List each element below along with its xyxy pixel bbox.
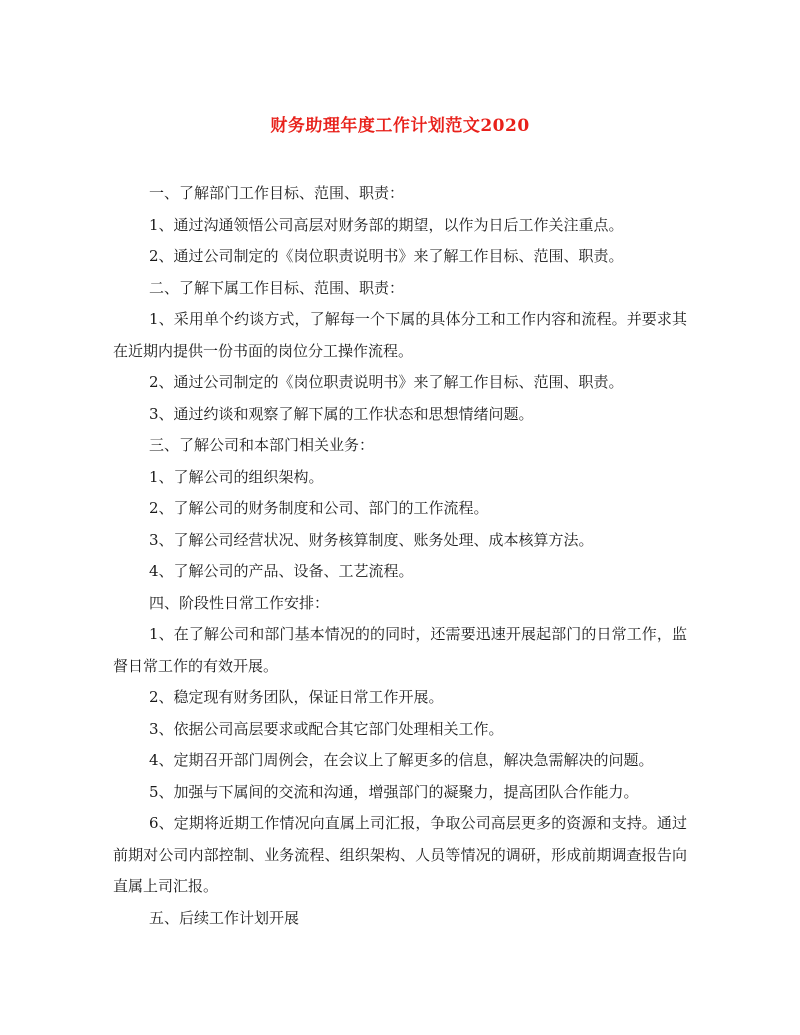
paragraph: 3、通过约谈和观察了解下属的工作状态和思想情绪问题。: [149, 404, 534, 423]
paragraph: 2、通过公司制定的《岗位职责说明书》来了解工作目标、范围、职责。: [149, 373, 624, 391]
section-heading-1: 一、了解部门工作目标、范围、职责：: [149, 184, 405, 202]
paragraph: 2、稳定现有财务团队，保证日常工作开展。: [149, 688, 444, 706]
paragraph: 1、了解公司的组织架构。: [149, 467, 324, 486]
paragraph: 2、通过公司制定的《岗位职责说明书》来了解工作目标、范围、职责。: [149, 247, 624, 265]
section-heading-2: 二、了解下属工作目标、范围、职责：: [149, 278, 405, 297]
section-heading-4: 四、阶段性日常工作安排：: [149, 593, 330, 612]
document-body: [113, 178, 687, 934]
paragraph: 3、依据公司高层要求或配合其它部门处理相关工作。: [149, 719, 504, 738]
paragraph: 6、定期将近期工作情况向直属上司汇报，争取公司高层更多的资源和支持。通过前期对公司内部控制、业务流程、组织架构、人员等情况的调研，形成前期调查报告向直属上司汇报。: [113, 814, 687, 895]
paragraph: 1、采用单个约谈方式，了解每一个下属的具体分工和工作内容和流程。并要求其在近期内提供一份书面的岗位分工操作流程。: [113, 310, 687, 360]
section-heading-5: 五、后续工作计划开展: [149, 908, 300, 927]
paragraph: 1、在了解公司和部门基本情况的的同时，还需要迅速开展起部门的日常工作，监督日常工作的有效开展。: [113, 625, 687, 675]
paragraph: 4、定期召开部门周例会，在会议上了解更多的信息，解决急需解决的问题。: [149, 751, 654, 769]
paragraph: 4、了解公司的产品、设备、工艺流程。: [149, 562, 414, 580]
section-heading-3: 三、了解公司和本部门相关业务：: [149, 436, 375, 454]
paragraph: 5、加强与下属间的交流和沟通，增强部门的凝聚力，提高团队合作能力。: [149, 782, 639, 801]
paragraph: 1、通过沟通领悟公司高层对财务部的期望，以作为日后工作关注重点。: [149, 215, 624, 234]
document-title: 财务助理年度工作计划范文2020: [270, 116, 530, 136]
paragraph: 2、了解公司的财务制度和公司、部门的工作流程。: [149, 499, 489, 517]
paragraph: 3、了解公司经营状况、财务核算制度、账务处理、成本核算方法。: [149, 530, 594, 549]
